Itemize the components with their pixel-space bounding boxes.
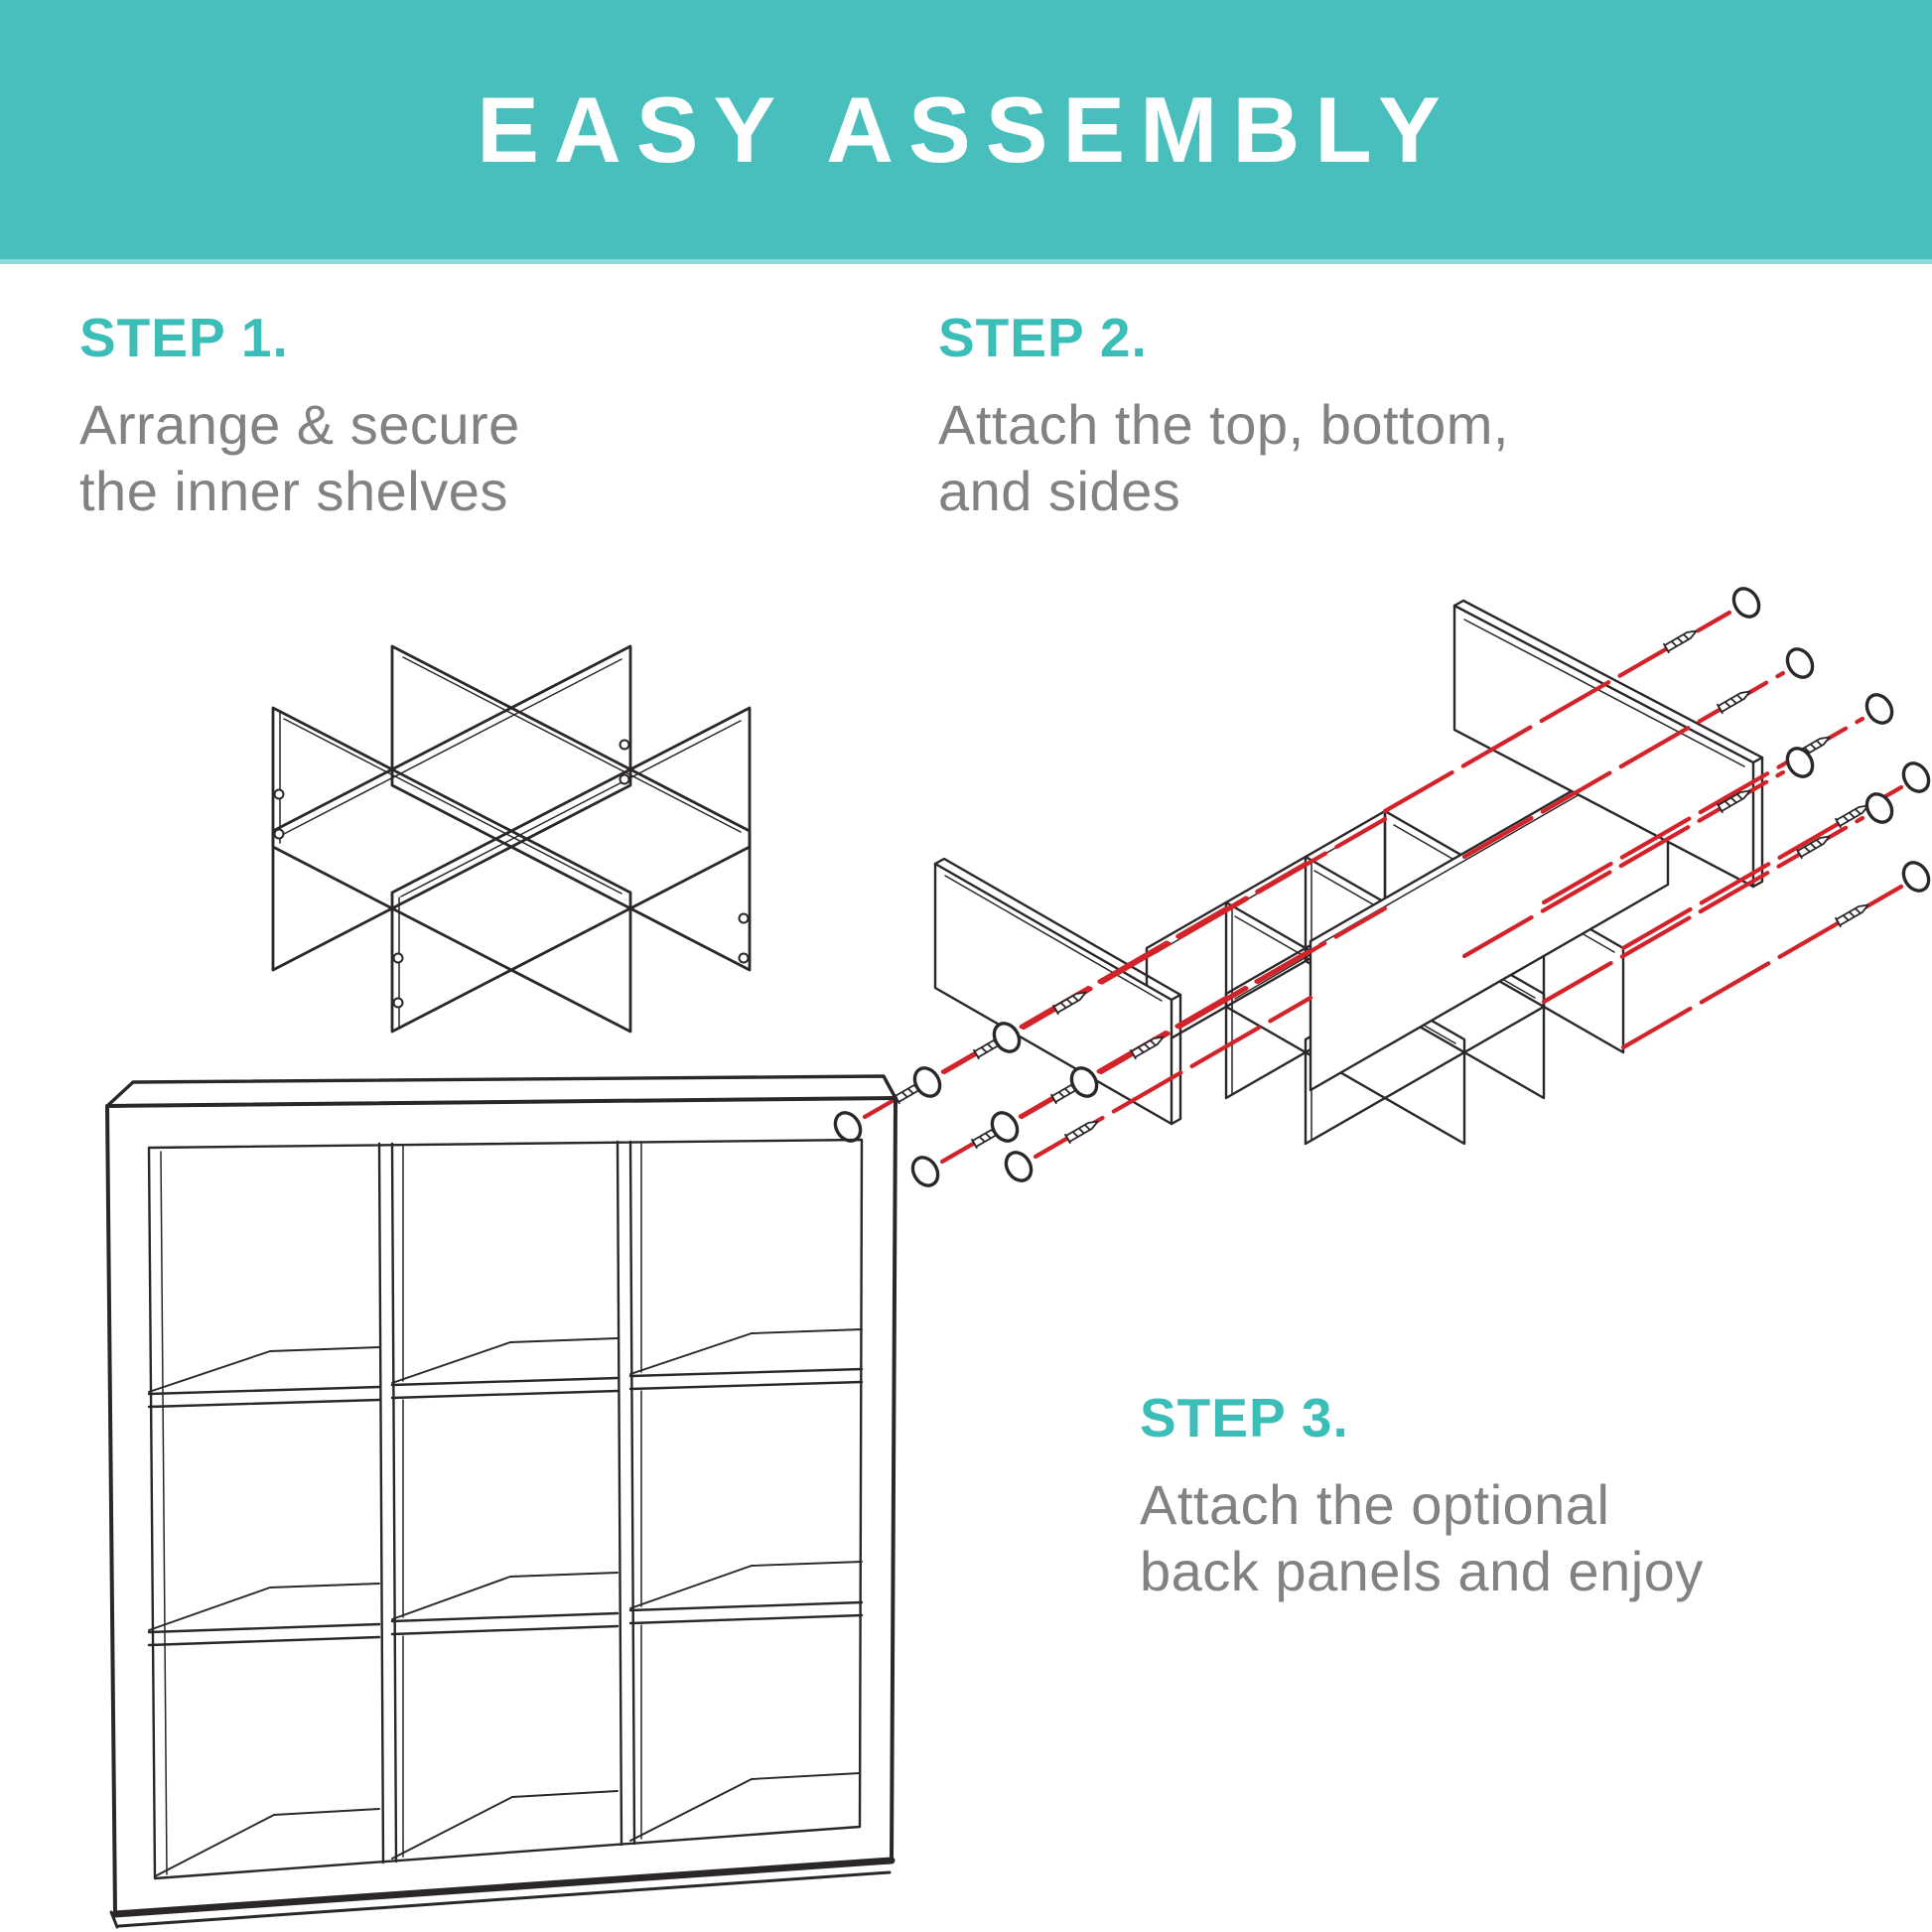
step-3-block: [1140, 1386, 1704, 1604]
divider-panels: [379, 1142, 634, 1863]
assembled-organizer-diagram: [89, 1072, 913, 1932]
lattice-panel: [392, 708, 750, 1032]
side-panel-left: [935, 859, 1180, 1124]
step-1-label: STEP 1.: [79, 307, 289, 368]
page-title: EASY ASSEMBLY: [477, 76, 1455, 182]
step-1-block: [79, 306, 520, 524]
cubby-interiors: [149, 1144, 862, 1876]
step-3-description: Attach the optional back panels and enjoy: [1140, 1473, 1704, 1602]
lattice-panel: [273, 646, 630, 970]
inner-shelf-lattice-diagram: [119, 506, 774, 1042]
step-2-description: Attach the top, bottom, and sides: [938, 393, 1509, 522]
dowel-hole: [275, 741, 749, 1008]
step-1-description: Arrange & secure the inner shelves: [79, 393, 520, 522]
exploded-assembly-diagram: [819, 467, 1931, 1191]
step-2-label: STEP 2.: [938, 307, 1148, 368]
shelf-fronts: [149, 1369, 862, 1645]
organizer-outline: [107, 1076, 896, 1927]
step-3-label: STEP 3.: [1140, 1387, 1349, 1449]
header-banner: [0, 0, 1932, 264]
